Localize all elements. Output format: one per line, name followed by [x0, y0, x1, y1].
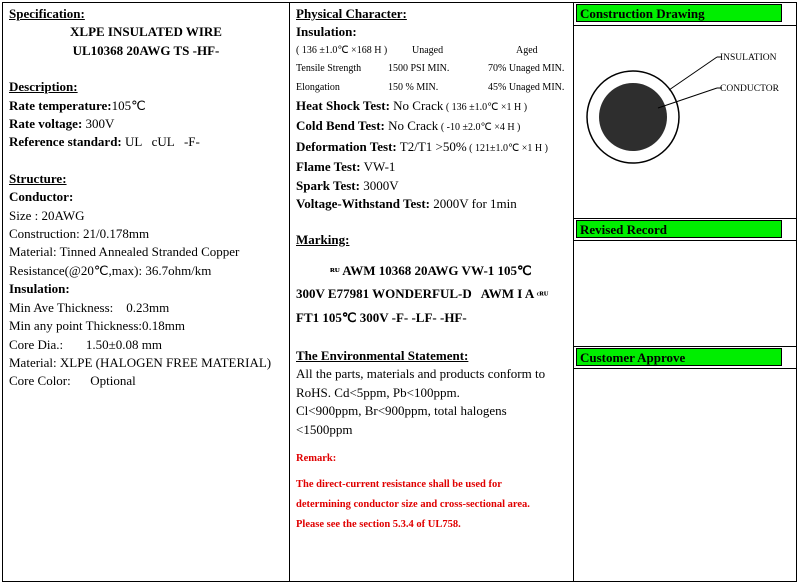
- marking-heading: Marking:: [296, 232, 350, 248]
- middle-column: [290, 3, 574, 581]
- ul-mark-icon: ᴿᵁ: [330, 265, 340, 278]
- cold-bend-test: Cold Bend Test: No Crack ( -10 ±2.0℃ ×4 H ): [296, 118, 521, 134]
- description-heading: Description:: [9, 79, 78, 95]
- marking-line-2: 300V E77981 WONDERFUL-D AWM I A ᶜᴿᵁ: [296, 285, 549, 301]
- conductor-label: Conductor:: [9, 189, 74, 205]
- conductor-callout: CONDUCTOR: [720, 84, 779, 94]
- min-ave-thickness: Min Ave Thickness: 0.23mm: [9, 299, 170, 315]
- reference-standard: Reference standard: UL cUL -F-: [9, 134, 200, 150]
- min-point-thickness: Min any point Thickness:0.18mm: [9, 318, 185, 334]
- marking-text: [296, 260, 567, 329]
- customer-approve-title: Customer Approve: [576, 348, 782, 366]
- insulation-callout: INSULATION: [720, 53, 777, 63]
- elongation-row: Elongation 150 % MIN. 45% Unaged MIN.: [296, 81, 565, 93]
- environment-heading: The Environmental Statement:: [296, 347, 469, 363]
- specification-heading: Specification:: [9, 6, 85, 21]
- remark-line-3: Please see the section 5.3.4 of UL758.: [296, 518, 461, 530]
- deformation-test: Deformation Test: T2/T1 >50% ( 121±1.0℃ ×1 H ): [296, 138, 548, 154]
- spec-sheet: [2, 2, 797, 582]
- construction-drawing: [574, 26, 796, 196]
- rate-voltage: Rate voltage: 300V: [9, 116, 115, 132]
- left-column: [3, 3, 290, 581]
- insulation-material: Material: XLPE (HALOGEN FREE MATERIAL): [9, 354, 272, 370]
- voltage-withstand-test: Voltage-Withstand Test: 2000V for 1min: [296, 196, 517, 212]
- conductor-construction: Construction: 21/0.178mm: [9, 226, 150, 242]
- environment-line-3: Cl<900ppm, Br<900ppm, total halogens: [296, 403, 507, 419]
- right-column: [574, 3, 796, 581]
- environment-line-4: <1500ppm: [296, 421, 353, 437]
- conductor-resistance: Resistance(@20℃,max): 36.7ohm/km: [9, 262, 212, 278]
- heat-shock-test: Heat Shock Test: No Crack ( 136 ±1.0℃ ×1 H ): [296, 98, 528, 114]
- revised-record-title: Revised Record: [576, 220, 782, 238]
- core-diameter: Core Dia.: 1.50±0.08 mm: [9, 336, 163, 352]
- condition-row: ( 136 ±1.0℃ ×168 H ) Unaged Aged: [296, 44, 538, 56]
- spec-title-1: XLPE INSULATED WIRE: [70, 24, 222, 40]
- cable-cross-section-icon: [574, 26, 796, 196]
- conductor-material: Material: Tinned Annealed Stranded Copper: [9, 244, 240, 260]
- remark-line-2: determining conductor size and cross-sectional area.: [296, 498, 530, 510]
- insulation-label: Insulation:: [9, 281, 70, 297]
- spec-title-2: UL10368 20AWG TS -HF-: [72, 42, 220, 58]
- spark-test: Spark Test: 3000V: [296, 177, 399, 193]
- environment-line-2: RoHS. Cd<5ppm, Pb<100ppm.: [296, 384, 460, 400]
- structure-heading: Structure:: [9, 170, 67, 186]
- tensile-row: Tensile Strength 1500 PSI MIN. 70% Unaged MIN.: [296, 63, 565, 75]
- flame-test: Flame Test: VW-1: [296, 159, 396, 175]
- physical-insulation-label: Insulation:: [296, 24, 357, 40]
- conductor-size: Size : 20AWG: [9, 207, 85, 223]
- construction-drawing-title: Construction Drawing: [576, 4, 782, 22]
- physical-heading: Physical Character:: [296, 6, 407, 21]
- marking-line-3: FT1 105℃ 300V -F- -LF- -HF-: [296, 309, 467, 325]
- core-color: Core Color: Optional: [9, 373, 136, 389]
- cul-mark-icon: ᶜᴿᵁ: [536, 289, 549, 301]
- remark-line-1: The direct-current resistance shall be used for: [296, 478, 502, 490]
- marking-line-1: ᴿᵁ AWM 10368 20AWG VW-1 105℃: [330, 262, 532, 278]
- rate-temperature: Rate temperature:105℃: [9, 97, 146, 113]
- environment-line-1: All the parts, materials and products conform to: [296, 366, 546, 382]
- remark-heading: Remark:: [296, 452, 337, 464]
